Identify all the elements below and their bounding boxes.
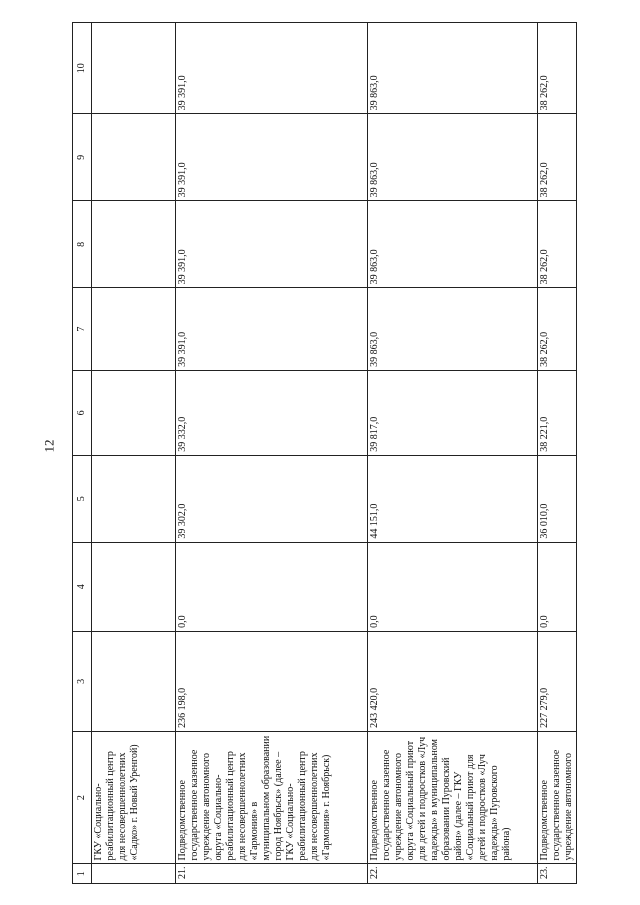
value-cell: 39 332,0 bbox=[176, 370, 368, 455]
value-cell: 38 221,0 bbox=[538, 370, 577, 455]
value-cell: 227 279,0 bbox=[538, 631, 577, 731]
col-header-6: 6 bbox=[73, 370, 92, 455]
table-row bbox=[368, 23, 538, 884]
col-header-10: 10 bbox=[73, 23, 92, 114]
budget-table bbox=[72, 22, 577, 884]
value-cell: 0,0 bbox=[368, 542, 538, 631]
value-cell: 39 863,0 bbox=[368, 23, 538, 114]
value-cell: 243 420,0 bbox=[368, 631, 538, 731]
col-header-4: 4 bbox=[73, 542, 92, 631]
row-number bbox=[92, 864, 176, 884]
table-row bbox=[176, 23, 368, 884]
row-number: 23. bbox=[538, 864, 577, 884]
value-cell: 39 391,0 bbox=[176, 288, 368, 371]
value-cell: 39 391,0 bbox=[176, 114, 368, 201]
value-cell: 236 198,0 bbox=[176, 631, 368, 731]
institution-name: Подведомственное государственное казенное учреждение автономного округа «Социальный приют для детей и подростков «Луч надежды» в муниципальном образовании Пуровский район» (далее – ГКУ «Социальный приют для детей и подростков «Луч надежды» Пуровского района) bbox=[368, 731, 538, 864]
col-header-3: 3 bbox=[73, 631, 92, 731]
value-cell bbox=[92, 114, 176, 201]
row-number: 22. bbox=[368, 864, 538, 884]
col-header-2: 2 bbox=[73, 731, 92, 864]
value-cell: 38 262,0 bbox=[538, 23, 577, 114]
institution-name: Подведомственное государственное казенное учреждение автономного округа «Социально-реабилитационный центр для несовершеннолетних «Гармония» в муниципальном образовании город Ноябрьск» (далее – ГКУ «Социально-реабилитационный центр для несовершеннолетних «Гармония» г. Ноябрьск) bbox=[176, 731, 368, 864]
value-cell: 44 151,0 bbox=[368, 455, 538, 542]
value-cell bbox=[92, 370, 176, 455]
value-cell bbox=[92, 631, 176, 731]
header-row bbox=[73, 23, 92, 884]
value-cell: 39 863,0 bbox=[368, 201, 538, 288]
value-cell bbox=[92, 455, 176, 542]
value-cell: 38 262,0 bbox=[538, 288, 577, 371]
value-cell: 39 302,0 bbox=[176, 455, 368, 542]
value-cell bbox=[92, 23, 176, 114]
value-cell bbox=[92, 288, 176, 371]
table-row bbox=[92, 23, 176, 884]
col-header-5: 5 bbox=[73, 455, 92, 542]
institution-name: Подведомственное государственное казенное учреждение автономного bbox=[538, 731, 577, 864]
page-number: 12 bbox=[41, 439, 57, 453]
col-header-9: 9 bbox=[73, 114, 92, 201]
table-row bbox=[538, 23, 577, 884]
value-cell: 38 262,0 bbox=[538, 114, 577, 201]
value-cell bbox=[92, 542, 176, 631]
value-cell: 36 010,0 bbox=[538, 455, 577, 542]
value-cell: 39 863,0 bbox=[368, 288, 538, 371]
col-header-8: 8 bbox=[73, 201, 92, 288]
value-cell bbox=[92, 201, 176, 288]
row-number: 21. bbox=[176, 864, 368, 884]
rotated-table-wrapper bbox=[72, 22, 576, 884]
col-header-7: 7 bbox=[73, 288, 92, 371]
value-cell: 38 262,0 bbox=[538, 201, 577, 288]
institution-name: ГКУ «Социально-реабилитационный центр для несовершеннолетних «Садко» г. Новый Уренгой) bbox=[92, 731, 176, 864]
value-cell: 39 391,0 bbox=[176, 201, 368, 288]
value-cell: 39 817,0 bbox=[368, 370, 538, 455]
col-header-1: 1 bbox=[73, 864, 92, 884]
value-cell: 39 391,0 bbox=[176, 23, 368, 114]
value-cell: 0,0 bbox=[538, 542, 577, 631]
value-cell: 0,0 bbox=[176, 542, 368, 631]
value-cell: 39 863,0 bbox=[368, 114, 538, 201]
